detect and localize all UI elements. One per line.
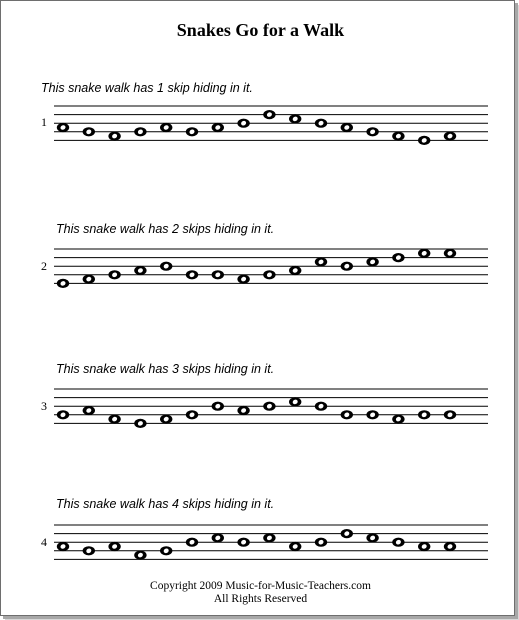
whole-note — [341, 123, 353, 132]
whole-note — [366, 127, 378, 136]
rights-line: All Rights Reserved — [213, 593, 308, 605]
whole-note — [444, 132, 456, 141]
whole-note — [315, 119, 327, 128]
whole-note — [160, 262, 172, 271]
whole-note — [366, 257, 378, 266]
exercise-3-instruction: This snake walk has 3 skips hiding in it. — [56, 362, 275, 376]
whole-note — [186, 127, 198, 136]
whole-note — [444, 410, 456, 419]
whole-note — [237, 406, 249, 415]
whole-note — [212, 402, 224, 411]
whole-note — [237, 119, 249, 128]
whole-note — [83, 127, 95, 136]
whole-note — [418, 410, 430, 419]
whole-note — [134, 266, 146, 275]
whole-note — [418, 542, 430, 551]
copyright-footer — [1, 580, 519, 606]
whole-note — [315, 402, 327, 411]
whole-note — [108, 132, 120, 141]
whole-note — [57, 542, 69, 551]
whole-note — [57, 123, 69, 132]
whole-note — [418, 136, 430, 145]
whole-note — [160, 546, 172, 555]
exercise-4-instruction: This snake walk has 4 skips hiding in it. — [56, 497, 275, 511]
whole-note — [341, 410, 353, 419]
whole-note — [83, 546, 95, 555]
whole-note — [212, 533, 224, 542]
whole-note — [392, 415, 404, 424]
exercise-1-number: 1 — [41, 115, 47, 129]
exercise-1-staff — [1, 96, 519, 156]
whole-note — [212, 123, 224, 132]
whole-note — [134, 419, 146, 428]
whole-note — [186, 538, 198, 547]
whole-note — [263, 110, 275, 119]
whole-note — [160, 123, 172, 132]
whole-note — [83, 406, 95, 415]
whole-note — [134, 127, 146, 136]
whole-note — [289, 397, 301, 406]
whole-note — [392, 253, 404, 262]
exercise-4-staff — [1, 515, 519, 575]
whole-note — [83, 275, 95, 284]
whole-note — [444, 249, 456, 258]
whole-note — [108, 270, 120, 279]
whole-note — [186, 410, 198, 419]
exercise-2-number: 2 — [41, 259, 47, 273]
whole-note — [108, 542, 120, 551]
whole-note — [392, 538, 404, 547]
whole-note — [237, 538, 249, 547]
whole-note — [444, 542, 456, 551]
copyright-line: Copyright 2009 Music-for-Music-Teachers.com — [150, 580, 371, 592]
whole-note — [341, 262, 353, 271]
whole-note — [341, 529, 353, 538]
exercise-3-staff — [1, 379, 519, 439]
exercise-4-number: 4 — [41, 535, 47, 549]
whole-note — [57, 410, 69, 419]
exercise-2-instruction: This snake walk has 2 skips hiding in it. — [56, 222, 275, 236]
whole-note — [315, 257, 327, 266]
whole-note — [366, 410, 378, 419]
whole-note — [315, 538, 327, 547]
whole-note — [418, 249, 430, 258]
whole-note — [57, 279, 69, 288]
exercise-3-number: 3 — [41, 399, 47, 413]
whole-note — [108, 415, 120, 424]
whole-note — [237, 275, 249, 284]
whole-note — [289, 542, 301, 551]
whole-note — [134, 551, 146, 560]
whole-note — [186, 270, 198, 279]
whole-note — [160, 415, 172, 424]
exercise-1-instruction: This snake walk has 1 skip hiding in it. — [41, 81, 253, 95]
whole-note — [263, 270, 275, 279]
whole-note — [392, 132, 404, 141]
whole-note — [263, 402, 275, 411]
whole-note — [366, 533, 378, 542]
whole-note — [212, 270, 224, 279]
exercise-2-staff — [1, 239, 519, 299]
whole-note — [289, 114, 301, 123]
whole-note — [289, 266, 301, 275]
whole-note — [263, 533, 275, 542]
page-title: Snakes Go for a Walk — [176, 20, 345, 40]
